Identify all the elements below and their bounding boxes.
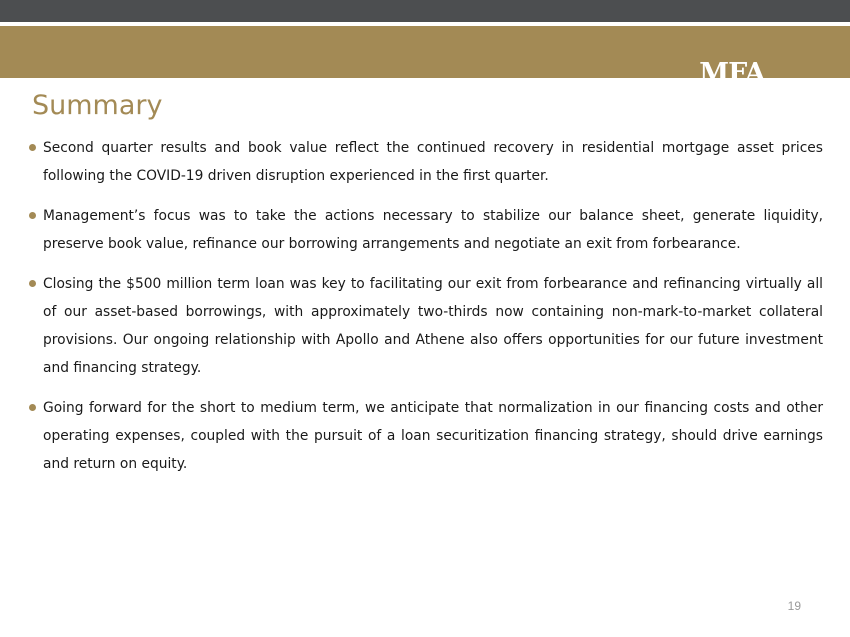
bullet-text: Management’s focus was to take the actions necessary to stabilize our balance sheet, generate liquidity, preserve book value, refinance our borrowing arrangements and negotiate an exit from forbearance. (43, 208, 823, 252)
logo-main-text: MFA (699, 58, 765, 89)
bullet-text: Going forward for the short to medium term, we anticipate that normalization in our financing costs and other operating expenses, coupled with the pursuit of a loan securitization financing strategy, should drive earnings and return on equity. (43, 400, 823, 472)
bullet-dot-icon (29, 144, 36, 151)
logo-sub-text: FINANCIAL, INC. (693, 88, 771, 96)
summary-bullet-list (28, 134, 823, 490)
bullet-item (28, 270, 823, 382)
mfa-logo (690, 60, 774, 100)
bullet-dot-icon (29, 212, 36, 219)
bullet-text: Closing the $500 million term loan was key to facilitating our exit from forbearance and refinancing virtually all of our asset-based borrowings, with approximately two-thirds now containing non-mark-to-market collateral provisions. Our ongoing relationship with Apollo and Athene also offers opportunities for our future investment and financing strategy. (43, 276, 823, 376)
page-number: 19 (787, 599, 801, 613)
header-top-bar (0, 0, 850, 22)
header-gold-bar (0, 26, 850, 96)
bullet-item (28, 202, 823, 258)
slide-title: Summary (32, 90, 163, 121)
bullet-dot-icon (29, 280, 36, 287)
bullet-item (28, 134, 823, 190)
bullet-item (28, 394, 823, 478)
bullet-dot-icon (29, 404, 36, 411)
bullet-text: Second quarter results and book value reflect the continued recovery in residential mortgage asset prices following the COVID-19 driven disruption experienced in the first quarter. (43, 140, 823, 184)
